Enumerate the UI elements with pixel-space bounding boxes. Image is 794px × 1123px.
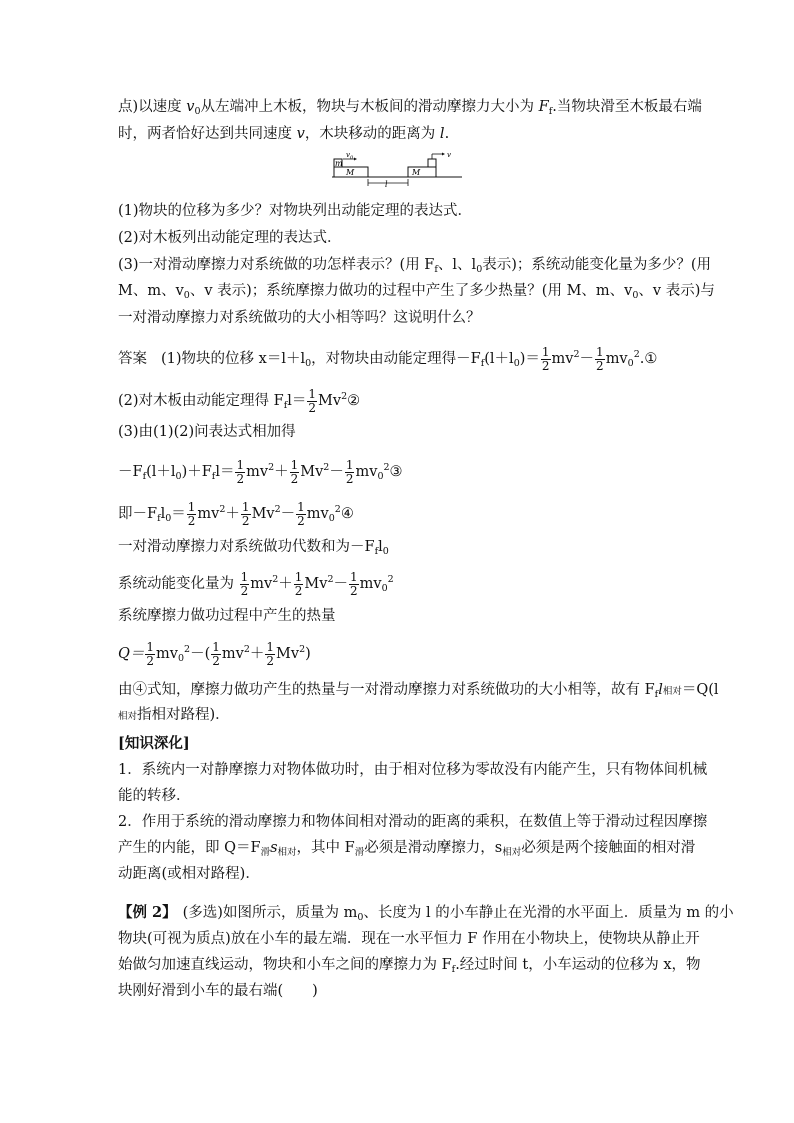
answer-label: 答案 [118, 351, 147, 367]
block-board-diagram [330, 150, 465, 190]
v-label: v [447, 151, 451, 159]
example-line-4: 块刚好滑到小车的最右端( ) [118, 983, 318, 999]
M-right-label: M [412, 168, 421, 177]
m-label: m [335, 159, 343, 168]
v0-arrowhead [354, 158, 357, 161]
example-line-2: 物块(可视为质点)放在小车的最左端．现在一水平恒力 F 作用在小物块上，使物块从静止开 [118, 931, 700, 947]
answer-line-1: 答案 (1)物块的位移 $x=l+l_0$，对物块由动能定理得$-F_f(l+l_0)=$ $\frac{1}{2}$ $mv^2-$ $\frac{1}{2}$ $mv_0^2.①$ [118, 344, 658, 373]
example-line-1: 【例 2】 (多选)如图所示，质量为 $m_0$、长度为 l 的小车静止在光滑的水平面上．质量为 m 的小 [118, 904, 734, 923]
l-label: l [385, 180, 388, 189]
knowledge-1-line-1: 1．系统内一对静摩擦力对物体做功时，由于相对位移为零故没有内能产生，只有物体间机械 [118, 762, 708, 778]
answer-line-8: 系统摩擦力做功过程中产生的热量 [118, 608, 336, 624]
intro-line-1: 点)以速度 $v_0$从左端冲上木板，物块与木板间的滑动摩擦力大小为 $F_f$.当物块滑至木板最右端 [118, 99, 702, 117]
knowledge-2-line-2: 产生的内能，即 $Q=F_滑s_{相对}$，其中 $F_滑$必须是滑动摩擦力，$s_{相对}$必须是两个接触面的相对滑 [118, 840, 696, 858]
question-2: (2)对木板列出动能定理的表达式． [118, 230, 342, 246]
answer-line-7: 系统动能变化量为 $\frac{1}{2}$ $mv^2+$ $\frac{1}{2}$ $Mv^2-$ $\frac{1}{2}$ $mv_0^2$ [118, 569, 394, 598]
knowledge-title: [知识深化] [118, 735, 190, 752]
example-label: 【例 2】 [118, 904, 177, 921]
M-left-label: M [346, 168, 355, 177]
block-right [428, 159, 436, 167]
answer-line-11: 相对指相对路程)． [118, 707, 230, 723]
answer-line-2: (2)对木板由动能定理得 $F_fl=$ $\frac{1}{2}$ Mv$^2$② [118, 386, 361, 415]
intro-line-2: 时，两者恰好达到共同速度 v，木块移动的距离为 l. [118, 126, 450, 142]
example-line-3: 始做匀加速直线运动，物块和小车之间的摩擦力为 $F_f$.经过时间 t，小车运动的位移为 x，物 [118, 957, 701, 975]
question-3-line-2: M、m、$v_0$、v 表示)；系统摩擦力做功的过程中产生了多少热量？(用 M、m、$v_0$、v 表示)与 [118, 283, 715, 301]
knowledge-2-line-3: 动距离(或相对路程)． [118, 866, 260, 882]
knowledge-2-line-1: 2．作用于系统的滑动摩擦力和物体间相对滑动的距离的乘积，在数值上等于滑动过程因摩擦 [118, 814, 708, 830]
answer-line-5: 即$-F_fl_0=$ $\frac{1}{2}$ $mv^2+$ $\frac{1}{2}$ $Mv^2-$ $\frac{1}{2}$ $mv_0^2④$ [118, 499, 354, 528]
v-arrowhead [442, 153, 445, 156]
answer-line-9: Q＝ $\frac{1}{2}$ $mv_0^2-$( $\frac{1}{2}$ $mv^2+$ $\frac{1}{2}$ Mv$^2$) [118, 639, 311, 668]
question-3-line-1: (3)一对滑动摩擦力对系统做的功怎样表示？(用 $F_f$、l、$l_0$表示)；系统动能变化量为多少？(用 [118, 257, 712, 275]
question-1: (1)物块的位移为多少？对物块列出动能定理的表达式． [118, 203, 473, 219]
knowledge-1-line-2: 能的转移． [118, 788, 191, 804]
answer-line-10: 由④式知，摩擦力做功产生的热量与一对滑动摩擦力对系统做功的大小相等，故有 $F_fl$相对＝Q(l [118, 682, 719, 700]
answer-line-6: 一对滑动摩擦力对系统做功代数和为$-F_fl_0$ [118, 539, 389, 557]
question-3-line-3: 一对滑动摩擦力对系统做功的大小相等吗？这说明什么？ [118, 310, 481, 326]
answer-line-3: (3)由(1)(2)问表达式相加得 [118, 424, 296, 440]
v0-label: $v_0$ [346, 151, 354, 161]
answer-line-4: $-F_f(l+l_0)+F_fl=$ $\frac{1}{2}$ $mv^2+$ $\frac{1}{2}$ $Mv^2-$ $\frac{1}{2}$ $mv_0^2③$ [118, 457, 403, 486]
